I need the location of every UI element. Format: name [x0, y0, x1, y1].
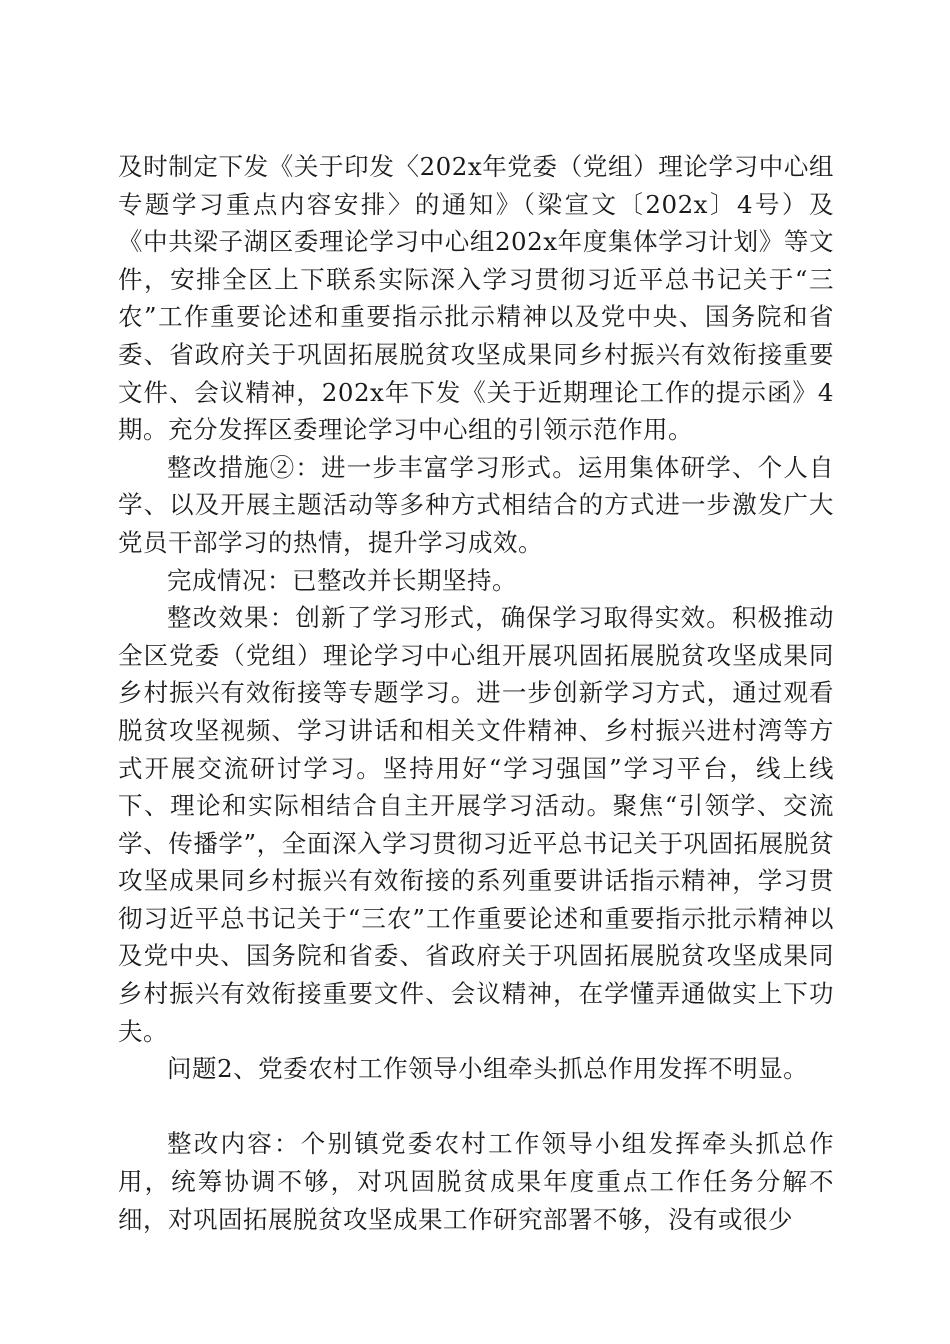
paragraph-study-arrangements: 及时制定下发《关于印发〈202x年党委（党组）理论学习中心组专题学习重点内容安排〉的通知》（梁宣文〔202x〕4号）及《中共梁子湖区委理论学习中心组202x年度集体学习计划》等文件，安排全区上下联系实际深入学习贯彻习近平总书记关于“三农”工作重要论述和重要指示批示精神以及党中央、国务院和省委、省政府关于巩固拓展脱贫攻坚成果同乡村振兴有效衔接重要文件、会议精神，202x年下发《关于近期理论工作的提示函》4期。充分发挥区委理论学习中心组的引领示范作用。 — [118, 152, 834, 445]
paragraph-rectification-effect: 整改效果：创新了学习形式，确保学习取得实效。积极推动全区党委（党组）理论学习中心组开展巩固拓展脱贫攻坚成果同乡村振兴有效衔接等专题学习。进一步创新学习方式，通过观看脱贫攻坚视频、学习讲话和相关文件精神、乡村振兴进村湾等方式开展交流研讨学习。坚持用好“学习强国”学习平台，线上线下、理论和实际相结合自主开展学习活动。聚焦“引领学、交流学、传播学”，全面深入学习贯彻习近平总书记关于巩固拓展脱贫攻坚成果同乡村振兴有效衔接的系列重要讲话指示精神，学习贯彻习近平总书记关于“三农”工作重要论述和重要指示批示精神以及党中央、国务院和省委、省政府关于巩固拓展脱贫攻坚成果同乡村振兴有效衔接重要文件、会议精神，在学懂弄通做实上下功夫。 — [118, 603, 834, 1046]
document-page — [118, 148, 834, 1238]
paragraph-rectification-content: 整改内容：个别镇党委农村工作领导小组发挥牵头抓总作用，统筹协调不够，对巩固脱贫成果年度重点工作任务分解不细，对巩固拓展脱贫攻坚成果工作研究部署不够，没有或很少 — [118, 1129, 834, 1234]
paragraph-issue-2-heading: 问题2、党委农村工作领导小组牵头抓总作用发挥不明显。 — [167, 1054, 809, 1084]
paragraph-completion-status: 完成情况：已整改并长期坚持。 — [167, 565, 517, 595]
paragraph-spacer — [118, 1088, 834, 1126]
paragraph-rectification-measure-2: 整改措施②：进一步丰富学习形式。运用集体研学、个人自学、以及开展主题活动等多种方式相结合的方式进一步激发广大党员干部学习的热情，提升学习成效。 — [118, 452, 834, 557]
